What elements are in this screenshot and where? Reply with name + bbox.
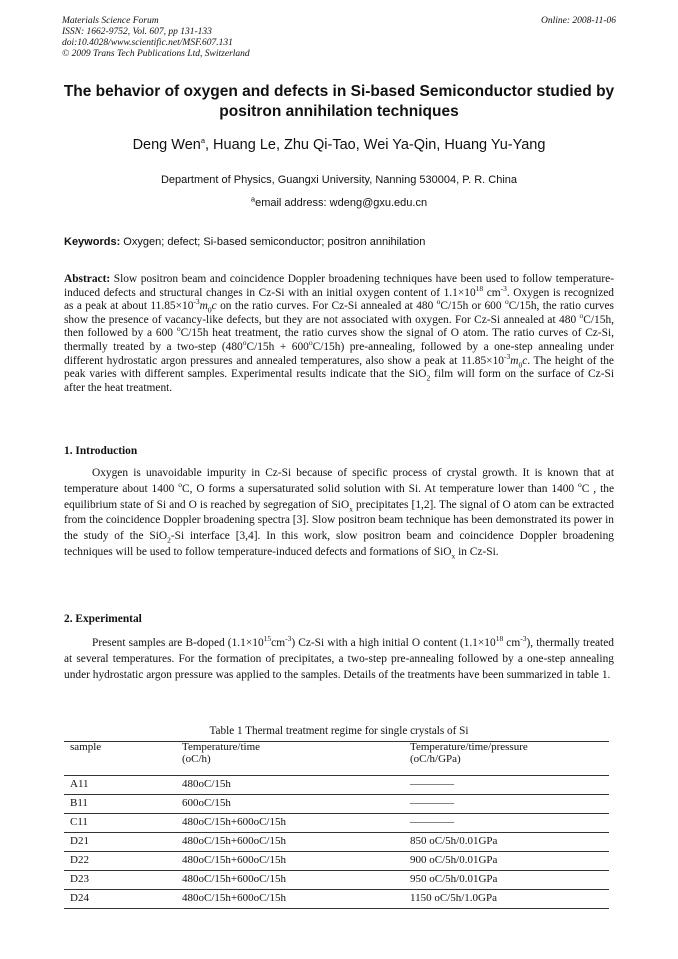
- abstract-text: . Oxygen is recognized as a peak at about 11.85×10: [64, 286, 615, 313]
- degree-sup: o: [578, 480, 582, 489]
- cell-sample: B11: [64, 795, 176, 814]
- exp-text: ), thermally treated at several temperatures. For the formation of precipitates, a two-step pre-annealing followed by a one-step annealing under hydrostatic argon pressure was applied to the samples. Details of the treatments have been summarized in table 1.: [64, 637, 614, 681]
- abstract-text: C/15h) pre-annealing, followed by a one-step annealing under different hydrostatic argon pressures and annealed temperatures, also show a peak at 11.85×10: [64, 340, 614, 367]
- cell-step2: ————: [404, 814, 609, 833]
- exp-text: cm: [271, 637, 286, 649]
- exp-sup: 18: [495, 634, 504, 644]
- email: [40, 194, 638, 209]
- section-heading-experimental: 2. Experimental: [64, 613, 142, 625]
- cell-step2: 950 oC/5h/0.01GPa: [404, 871, 609, 890]
- abstract-italic: c: [522, 354, 528, 367]
- abstract-text: Slow positron beam and coincidence Doppler broadening techniques have been used to follow temperature-induced defects and structural changes in Cz-Si with an initial oxygen content of 1.1×10: [64, 273, 614, 299]
- table-header-row: [64, 742, 609, 776]
- degree-sup: o: [579, 310, 584, 320]
- author-mark: a: [200, 136, 205, 146]
- header-step1-line1: Temperature/time: [182, 741, 261, 753]
- cell-step2: 850 oC/5h/0.01GPa: [404, 833, 609, 852]
- intro-text: C, O forms a supersaturated solid solution with Si. At temperature lower than 1400: [182, 482, 579, 495]
- table-row: [64, 814, 609, 833]
- abstract-text: cm: [483, 286, 501, 299]
- keywords: [64, 236, 616, 248]
- keywords-text: Oxygen; defect; Si-based semiconductor; positron annihilation: [120, 236, 426, 248]
- degree-sup: o: [176, 324, 181, 334]
- cell-sample: D23: [64, 871, 176, 890]
- abstract-text: C/15h heat treatment, the ratio curves show the signal of O atom. The ratio curves of Cz-Si, thermally treated by a two-step (480: [64, 327, 615, 353]
- intro-sub: x: [451, 551, 456, 561]
- exp-sup: -3: [285, 634, 292, 644]
- abstract-italic: m: [510, 354, 519, 367]
- abstract-text: on the ratio curves. For Cz-Si annealed at 480: [216, 300, 437, 313]
- cell-step1: 480oC/15h+600oC/15h: [176, 814, 404, 833]
- abstract-italic: m: [199, 300, 208, 313]
- cell-step1: 480oC/15h+600oC/15h: [176, 833, 404, 852]
- authors: [40, 137, 638, 153]
- intro-text: in Cz-Si.: [455, 545, 499, 558]
- abstract-sub: 2: [426, 373, 431, 383]
- doi: doi:10.4028/www.scientific.net/MSF.607.131: [62, 38, 233, 48]
- cell-sample: D24: [64, 890, 176, 909]
- cell-step2: ————: [404, 776, 609, 795]
- cell-step1: 480oC/15h+600oC/15h: [176, 852, 404, 871]
- abstract-text: . The height of the peak varies with different samples. Experimental results indicate that the SiO: [64, 354, 614, 381]
- cell-step1: 480oC/15h+600oC/15h: [176, 890, 404, 909]
- copyright: © 2009 Trans Tech Publications Ltd, Switzerland: [62, 49, 250, 59]
- degree-sup: o: [308, 338, 313, 348]
- table-row: [64, 852, 609, 871]
- intro-sub: x: [349, 503, 353, 513]
- intro-sub: 2: [167, 535, 171, 545]
- intro-text: C , the equilibrium state of Si and O is reached by segregation of SiO: [64, 482, 614, 511]
- exp-text: ) Cz-Si with a high initial O content (1.1×10: [291, 637, 496, 649]
- table-caption: Table 1 Thermal treatment regime for single crystals of Si: [209, 725, 469, 737]
- degree-sup: o: [436, 297, 441, 307]
- cell-sample: C11: [64, 814, 176, 833]
- author-first: Deng Wen: [132, 137, 201, 153]
- intro-text: precipitates [1,2]. The signal of O atom can be extracted from the coincidence Doppler broadening spectra [3]. Slow positron beam technique has been demonstrated its power in the study of the SiO: [64, 498, 614, 543]
- header-sample: sample: [64, 742, 176, 776]
- cell-step1: 480oC/15h: [176, 776, 404, 795]
- degree-sup: o: [178, 480, 183, 489]
- abstract-sub: 0: [518, 359, 523, 369]
- abstract-sup: -3: [503, 351, 511, 361]
- email-mark: a: [250, 194, 256, 204]
- abstract-text: C/15h or 600: [440, 300, 505, 313]
- abstract-italic: c: [211, 300, 217, 313]
- abstract-sup: -3: [500, 283, 507, 293]
- degree-sup: o: [504, 297, 509, 307]
- cell-step1: 480oC/15h+600oC/15h: [176, 871, 404, 890]
- treatment-table: [64, 741, 609, 909]
- header-step2: [404, 742, 609, 776]
- abstract-text: C/15h + 600: [246, 340, 309, 353]
- email-text: email address: wdeng@gxu.edu.cn: [255, 197, 428, 209]
- journal-header: [62, 16, 250, 60]
- table-row: [64, 833, 609, 852]
- intro-text: -Si interface [3,4]. In this work, slow positron beam and coincidence Doppler broadening techniques will be used to follow temperature-induced defects and formations of SiO: [64, 530, 614, 558]
- degree-sup: o: [242, 338, 247, 348]
- abstract-sup: 18: [475, 283, 484, 293]
- abstract-text: C/15h, then followed by a 600: [64, 313, 614, 340]
- table-row: [64, 890, 609, 909]
- cell-step1: 600oC/15h: [176, 795, 404, 814]
- affiliation: Department of Physics, Guangxi University, Nanning 530004, P. R. China: [160, 174, 518, 186]
- abstract: [64, 273, 614, 395]
- journal-name: Materials Science Forum: [62, 16, 159, 26]
- issn: ISSN: 1662-9752, Vol. 607, pp 131-133: [62, 27, 212, 37]
- cell-step2: 900 oC/5h/0.01GPa: [404, 852, 609, 871]
- table-row: [64, 776, 609, 795]
- exp-text: cm: [503, 637, 521, 649]
- header-step1-line2: (oC/h): [182, 752, 211, 765]
- header-step1: [176, 742, 404, 776]
- header-step2-line2: (oC/h/GPa): [410, 752, 461, 765]
- abstract-text: C/15h, the ratio curves show the presence of vacancy-like defects, but they are not associated with oxygen. For Cz-Si annealed at 480: [64, 300, 614, 326]
- abstract-sub: 0: [207, 305, 212, 315]
- intro-text: Oxygen is unavoidable impurity in Cz-Si because of specific process of crystal growth. It is known that at temperature about 1400: [64, 467, 614, 495]
- author-rest: , Huang Le, Zhu Qi-Tao, Wei Ya-Qin, Huang Yu-Yang: [205, 137, 546, 153]
- abstract-label: Abstract:: [64, 273, 111, 285]
- abstract-sup: -3: [193, 297, 200, 307]
- experimental-paragraph: [64, 636, 614, 683]
- cell-step2: 1150 oC/5h/1.0GPa: [404, 890, 609, 909]
- cell-sample: D22: [64, 852, 176, 871]
- cell-sample: A11: [64, 776, 176, 795]
- introduction-paragraph: [64, 466, 614, 561]
- exp-sup: 15: [263, 634, 272, 644]
- keywords-label: Keywords:: [64, 236, 121, 248]
- table-row: [64, 795, 609, 814]
- table-row: [64, 871, 609, 890]
- cell-sample: D21: [64, 833, 176, 852]
- header-step2-line1: Temperature/time/pressure: [410, 741, 528, 753]
- exp-text: Present samples are B-doped (1.1×10: [92, 637, 264, 649]
- exp-sup: -3: [520, 634, 527, 644]
- paper-title: The behavior of oxygen and defects in Si-based Semiconductor studied by positron annihilation techniques: [63, 83, 615, 120]
- cell-step2: ————: [404, 795, 609, 814]
- section-heading-introduction: 1. Introduction: [64, 445, 138, 457]
- online-date: Online: 2008-11-06: [540, 16, 616, 26]
- abstract-text: film will form on the surface of Cz-Si after the heat treatment.: [64, 368, 614, 394]
